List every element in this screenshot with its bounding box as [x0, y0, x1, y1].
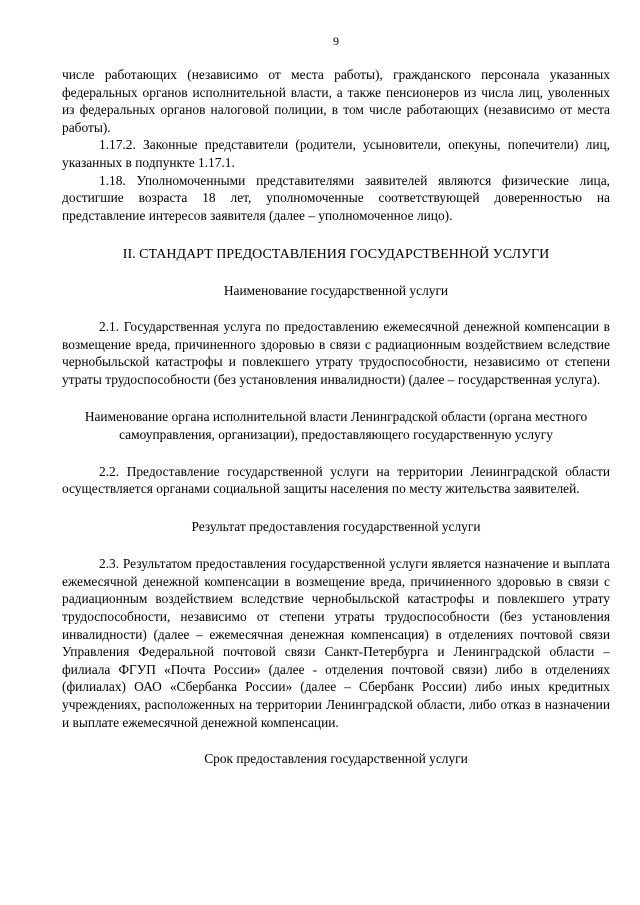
subtitle-service-name: Наименование государственной услуги	[223, 283, 449, 299]
subtitle-authority: Наименование органа исполнительной власти Ленинградской области (органа местного самоуправления, организации), предоставляющего государственную услугу	[84, 409, 588, 442]
paragraph-2-1: 2.1. Государственная услуга по предоставлению ежемесячной денежной компенсации в возмещение вреда, причиненного здоровью в связи с радиационным воздействием вследствие чернобыльской катастрофы и повлекшего утрату трудоспособности, независимо от степени утраты трудоспособности (без установления инвалидности) (далее – государственная услуга).	[62, 318, 610, 387]
page-number: 9	[333, 34, 339, 48]
paragraph-1-18: 1.18. Уполномоченными представителями заявителей являются физические лица, достигшие возраста 18 лет, уполномоченные соответствующей доверенностью на представление интересов заявителя (далее – уполномоченное лицо).	[62, 172, 610, 223]
paragraph-1-17-1-continued: числе работающих (независимо от места работы), гражданского персонала указанных федеральных органов исполнительной власти, а также пенсионеров из числа лиц, уволенных из федеральных органов налоговой полиции, в том числе работающих (независимо от места работы).	[62, 67, 610, 135]
subtitle-term: Срок предоставления государственной услуги	[204, 751, 468, 767]
subtitle-result: Результат предоставления государственной услуги	[191, 518, 481, 534]
paragraph-2-3: 2.3. Результатом предоставления государственной услуги является назначение и выплата ежемесячной денежной компенсации в возмещение вреда, причиненного здоровью в связи с радиационным воздействием вследствие чернобыльской катастрофы и повлекшего утрату трудоспособности, независимо от степени утраты трудоспособности (без установления инвалидности) (далее – ежемесячная денежная компенсация) в отделениях почтовой связи Управления Федеральной почтовой связи Санкт-Петербурга и Ленинградской области – филиала ФГУП «Почта России» (далее - отделения почтовой связи) либо в отделениях (филиалах) ОАО «Сбербанка России» (далее – Сбербанк России) либо иных кредитных учреждениях, расположенных на территории Ленинградской области, либо отказ в назначении и выплате ежемесячной денежной компенсации.	[62, 556, 610, 730]
paragraph-1-17-2: 1.17.2. Законные представители (родители, усыновители, опекуны, попечители) лиц, указанных в подпункте 1.17.1.	[62, 137, 610, 170]
section-title: II. СТАНДАРТ ПРЕДОСТАВЛЕНИЯ ГОСУДАРСТВЕННОЙ УСЛУГИ	[122, 247, 550, 263]
paragraph-2-2: 2.2. Предоставление государственной услуги на территории Ленинградской области осуществляется органами социальной защиты населения по месту жительства заявителей.	[62, 463, 610, 497]
